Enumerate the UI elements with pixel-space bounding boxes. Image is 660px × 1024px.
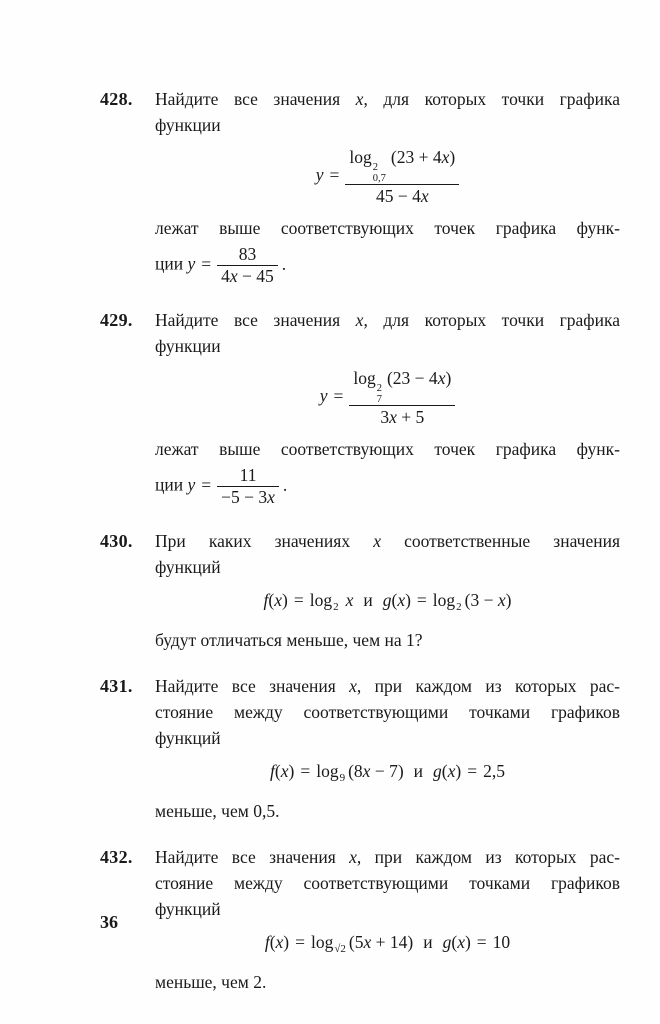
problem-text-line [155,465,620,508]
fraction-denominator [217,265,278,287]
denominator-text: −5 − 3 [221,487,268,507]
log-superscript: 2 [372,162,379,173]
function-g: g [442,932,452,952]
formula-display [155,929,620,962]
value-text: 10 [492,932,511,952]
fraction [345,145,459,208]
variable-y: y [319,385,328,406]
problem-text-line [155,333,620,359]
problem-body [155,307,620,508]
argument-text: (5 [348,932,364,952]
log-subscript: 2 [456,601,462,613]
value-text: 2,5 [483,761,505,781]
equals-sign: = [333,385,344,406]
text-segment: Найдите все значения [155,676,350,696]
log-function: log [316,761,339,781]
problem-text-line [155,969,620,995]
paren: ) [282,590,288,610]
problem-text-line [155,86,620,112]
problem-430 [100,528,620,653]
denominator-text: − 45 [237,266,274,286]
function-g: g [382,590,392,610]
equals-sign: = [293,590,304,610]
conjunction-and: и [363,590,373,610]
log-function: log [432,590,456,610]
variable-x: x [355,310,364,330]
function-f: f [264,932,270,952]
text-segment: лежат выше соответствующих точек графика функ- [155,439,620,459]
variable-y: y [315,164,324,185]
denominator-text: 45 − 4 [376,186,421,206]
variable-x: x [229,266,238,286]
text-segment: При каких значениях [155,531,374,551]
log-scripts [377,384,382,405]
argument-text: ) [505,590,512,610]
log-function: log [309,590,333,610]
paren: ) [455,761,462,781]
variable-x: x [345,590,354,610]
fraction-numerator [349,366,455,405]
equals-sign: = [295,932,305,952]
text-segment: будут отличаться меньше, чем на 1? [155,630,423,650]
variable-x: x [373,531,381,551]
equals-sign: = [201,474,212,495]
problem-number: 432. [100,847,133,867]
paren: ( [274,761,281,781]
log-subscript: 9 [339,772,346,784]
fraction [217,465,279,508]
text-segment: стояние между соответствующими точками графиков [155,702,620,722]
paren: ) [283,932,290,952]
text-segment: , для которых точки графика [363,310,621,330]
problem-text-line [155,307,620,333]
variable-x: x [447,761,456,781]
problem-text-line [155,627,620,653]
log-function: log [311,932,334,952]
text-segment: стояние между соответствующими точками графиков [155,873,620,893]
problem-text-line [155,673,620,699]
problem-text-line [155,215,620,241]
conjunction-and: и [423,932,433,952]
paren: ( [391,590,398,610]
text-segment: , при каждом из которых рас- [356,847,621,867]
problem-body [155,673,620,824]
log-scripts [373,163,386,184]
log-function: log [349,147,372,167]
problem-text-line [155,436,620,462]
argument-text: (8 [348,761,363,781]
variable-x: x [441,147,450,167]
variable-x: x [363,932,372,952]
variable-y: y [187,474,196,495]
variable-x: x [275,932,284,952]
problem-body [155,528,620,653]
fraction-denominator [349,405,455,429]
problem-text-line [155,699,620,725]
argument-text: ) [449,147,456,167]
text-segment: . [282,474,288,495]
log-subscript: 7 [376,393,382,405]
text-segment: соответственные значения [380,531,620,551]
text-segment: Найдите все значения [155,89,356,109]
problem-text-line [155,112,620,138]
paren: ) [464,932,471,952]
variable-x: x [280,761,289,781]
text-segment: , для которых точки графика [363,89,621,109]
fraction-numerator: 83 [238,244,257,264]
problem-text-line [155,554,620,580]
text-segment: меньше, чем 0,5. [155,801,280,821]
paren: ) [405,590,411,610]
variable-x: x [389,407,397,427]
formula-display [155,587,620,620]
variable-x: x [362,761,371,781]
problem-number: 430. [100,531,133,551]
formula-display [155,366,620,429]
text-segment: ции [155,253,188,274]
log-superscript: 2 [376,383,382,394]
problem-text-line [155,870,620,896]
function-g: g [433,761,442,781]
text-segment: функций [155,899,221,919]
log-subscript: 2 [333,601,339,613]
text-segment: . [281,253,287,274]
argument-text: (23 + 4 [390,147,442,167]
fraction-denominator [345,184,459,208]
argument-text: ) [445,368,452,388]
log-subscript: √2 [334,943,346,955]
text-segment: , при каждом из которых рас- [356,676,621,696]
variable-x: x [397,590,406,610]
argument-text: + 14) [371,932,414,952]
function-f: f [263,590,269,610]
problem-text-line [155,725,620,751]
page-number: 36 [100,912,118,932]
problem-432 [100,844,620,995]
function-f: f [270,761,275,781]
fraction-denominator [217,486,279,508]
argument-text: (3 − [464,590,498,610]
problem-text-line [155,244,620,287]
problem-text-line [155,844,620,870]
variable-x: x [349,676,357,696]
paren: ( [441,761,448,781]
paren: ) [288,761,295,781]
formula-display [155,758,620,791]
fraction [349,366,455,429]
problem-number: 428. [100,89,133,109]
problem-number: 429. [100,310,133,330]
equals-sign: = [416,590,427,610]
problem-text-line [155,528,620,554]
paren: ( [269,932,276,952]
problem-text-line [155,896,620,922]
variable-x: x [420,186,429,206]
argument-text: (23 − 4 [386,368,438,388]
variable-x: x [349,847,357,867]
text-segment: ции [155,474,188,495]
problem-body [155,86,620,287]
variable-x: x [457,932,465,952]
problem-431 [100,673,620,824]
variable-x: x [497,590,506,610]
problem-429 [100,307,620,508]
formula-display [155,145,620,208]
equals-sign: = [467,761,478,781]
text-segment: меньше, чем 2. [155,972,267,992]
text-segment: Найдите все значения [155,310,356,330]
variable-x: x [355,89,364,109]
log-function: log [353,368,376,388]
problem-body [155,844,620,995]
text-segment: функции [155,336,221,356]
fraction [217,244,278,287]
equals-sign: = [201,253,212,274]
text-segment: функции [155,115,221,135]
log-subscript: 0,7 [372,172,386,184]
variable-x: x [267,487,275,507]
text-segment: функций [155,557,221,577]
argument-text: − 7) [370,761,404,781]
conjunction-and: и [413,761,424,781]
paren: ( [268,590,275,610]
equals-sign: = [329,164,340,185]
problem-428 [100,86,620,287]
text-segment: функций [155,728,221,748]
paren: ( [451,932,458,952]
variable-x: x [274,590,282,610]
fraction-numerator [345,145,459,184]
denominator-text: 3 [380,407,390,427]
equals-sign: = [476,932,487,952]
text-segment: лежат выше соответствующих точек графика функ- [155,218,620,238]
denominator-text: 4 [221,266,230,286]
fraction-numerator: 11 [239,465,257,485]
equals-sign: = [300,761,311,781]
denominator-text: + 5 [396,407,425,427]
variable-y: y [187,253,196,274]
text-segment: Найдите все значения [155,847,350,867]
problem-number: 431. [100,676,133,696]
problem-text-line [155,798,620,824]
variable-x: x [437,368,446,388]
